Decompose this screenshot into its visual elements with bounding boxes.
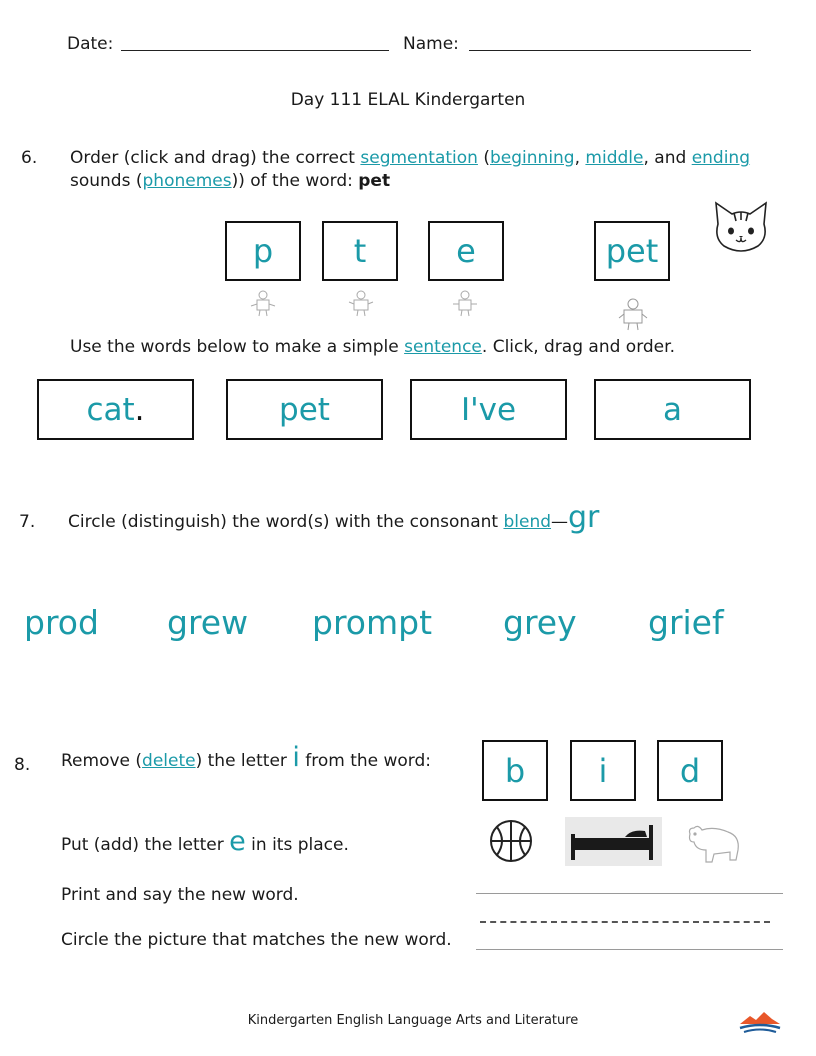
word-choice-grew[interactable]: grew — [167, 603, 249, 642]
circle-instruction: Circle the picture that matches the new word. — [61, 930, 452, 950]
word-tile-ive[interactable]: I've — [410, 379, 567, 440]
writing-line-bottom[interactable] — [476, 949, 783, 950]
target-word: pet — [358, 171, 391, 191]
letter-tile-p[interactable]: p — [225, 221, 301, 281]
word-tile-a[interactable]: a — [594, 379, 751, 440]
question-number: 8. — [14, 755, 31, 775]
basketball-icon[interactable] — [488, 818, 534, 864]
robot-sound-icon[interactable] — [450, 290, 480, 318]
letter-tile-i[interactable]: i — [570, 740, 636, 801]
mountain-logo-icon — [738, 1010, 782, 1034]
footer-text: Kindergarten English Language Arts and Literature — [247, 1013, 579, 1028]
delete-link[interactable]: delete — [142, 751, 196, 771]
sentence-link[interactable]: sentence — [404, 337, 482, 357]
blend-letters: gr — [568, 500, 600, 535]
letter-tile-e[interactable]: e — [428, 221, 504, 281]
segmentation-link[interactable]: segmentation — [360, 148, 478, 168]
add-letter-text: Put (add) the letter e in its place. — [61, 826, 349, 857]
remove-letter: i — [292, 742, 300, 773]
cat-icon — [712, 200, 770, 254]
ending-link[interactable]: ending — [691, 148, 751, 168]
bed-icon[interactable] — [565, 817, 662, 866]
question-text: Remove (delete) the letter i from the word: — [61, 742, 432, 773]
robot-sound-icon[interactable] — [248, 290, 278, 318]
writing-line-top[interactable] — [476, 893, 783, 894]
word-choice-prompt[interactable]: prompt — [312, 603, 433, 642]
add-letter: e — [229, 826, 246, 857]
date-field[interactable] — [121, 30, 389, 51]
robot-sound-icon[interactable] — [617, 298, 649, 332]
word-choice-prod[interactable]: prod — [24, 603, 99, 642]
robot-sound-icon[interactable] — [346, 290, 376, 318]
letter-tile-t[interactable]: t — [322, 221, 398, 281]
beginning-link[interactable]: beginning — [490, 148, 575, 168]
word-tile-pet[interactable]: pet — [226, 379, 383, 440]
blend-link[interactable]: blend — [503, 512, 552, 532]
target-word-box: pet — [594, 221, 670, 281]
sentence-instruction: Use the words below to make a simple sentence. Click, drag and order. — [70, 337, 675, 357]
letter-tile-d[interactable]: d — [657, 740, 723, 801]
letter-tile-b[interactable]: b — [482, 740, 548, 801]
word-choice-grief[interactable]: grief — [648, 603, 724, 642]
header — [0, 0, 816, 120]
question-number: 6. — [21, 148, 38, 168]
print-instruction: Print and say the new word. — [61, 885, 299, 905]
name-label: Name: — [403, 34, 459, 54]
question-number: 7. — [19, 512, 36, 532]
writing-line-middle[interactable] — [480, 921, 770, 923]
question-text: Circle (distinguish) the word(s) with the consonant blend—gr — [68, 500, 600, 535]
question-text: Order (click and drag) the correct segmentation (beginning, middle, and ending sounds (phonemes)) of the word: pet — [70, 148, 751, 191]
middle-link[interactable]: middle — [585, 148, 644, 168]
page-title: Day 111 ELAL Kindergarten — [290, 90, 526, 110]
date-label: Date: — [67, 34, 114, 54]
name-field[interactable] — [469, 30, 751, 51]
phonemes-link[interactable]: phonemes — [142, 171, 232, 191]
bear-icon[interactable] — [684, 820, 744, 864]
word-choice-grey[interactable]: grey — [503, 603, 577, 642]
word-tile-cat[interactable]: cat . — [37, 379, 194, 440]
